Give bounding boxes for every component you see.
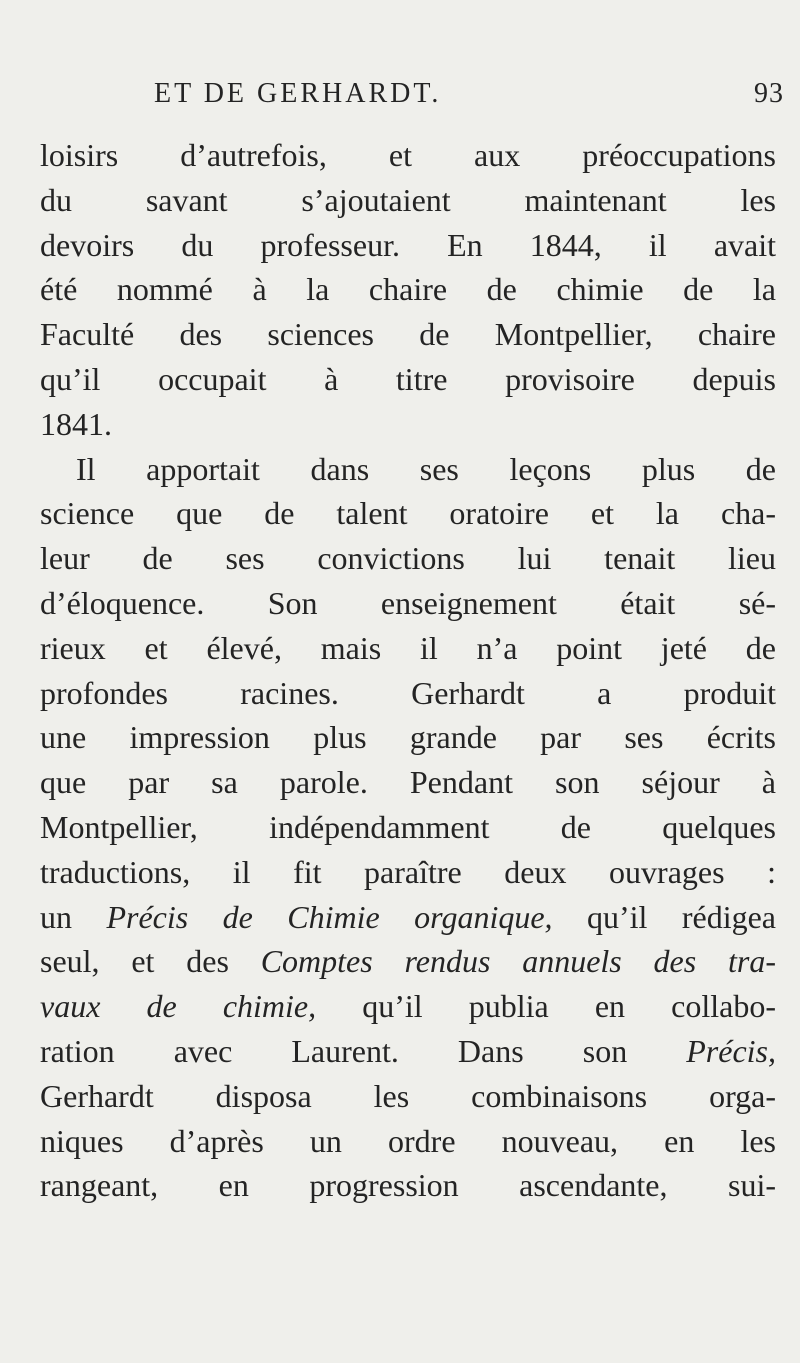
text-line-6: qu’il occupait à titre provisoire depuis xyxy=(40,360,776,397)
text-line-10: leur de ses convictions lui tenait lieu xyxy=(40,540,776,577)
text-line-8: Il apportait dans ses leçons plus de xyxy=(76,450,776,487)
text-line-20 xyxy=(40,984,776,1029)
body-text xyxy=(40,133,776,1208)
text-line-23: niques d’après un ordre nouveau, en les xyxy=(40,1122,776,1159)
text-line-16: Montpellier, indépendamment de quelques xyxy=(40,808,776,845)
text-line-12: rieux et élevé, mais il n’a point jeté de xyxy=(40,629,776,666)
text-line-5: Faculté des sciences de Montpellier, chaire xyxy=(40,316,776,353)
book-title-comptes-rendus: Comptes rendus annuels des tra- xyxy=(260,943,776,980)
text-line-21 xyxy=(40,1029,776,1074)
text-line-14: une impression plus grande par ses écrits xyxy=(40,719,776,756)
text-line-13: profondes racines. Gerhardt a produit xyxy=(40,674,776,711)
text-line-11: d’éloquence. Son enseignement était sé- xyxy=(40,584,776,621)
text-line-20-roman: qu’il publia en collabo- xyxy=(316,988,777,1025)
page-number: 93 xyxy=(754,78,784,109)
text-line-2: du savant s’ajoutaient maintenant les xyxy=(40,181,776,218)
running-title: ET DE GERHARDT. xyxy=(154,78,442,109)
text-line-9: science que de talent oratoire et la cha- xyxy=(40,495,776,532)
text-line-19-roman: seul, et des xyxy=(40,943,261,980)
text-line-18-roman: un xyxy=(40,898,107,935)
text-line-18-roman-end: qu’il rédigea xyxy=(552,898,777,935)
text-line-19 xyxy=(40,939,776,984)
text-line-22: Gerhardt disposa les combinaisons orga- xyxy=(40,1077,776,1114)
text-line-18 xyxy=(40,895,776,940)
text-line-3: devoirs du professeur. En 1844, il avait xyxy=(40,226,776,263)
text-line-24: rangeant, en progression ascendante, sui- xyxy=(40,1167,776,1204)
text-line-4: été nommé à la chaire de chimie de la xyxy=(40,271,776,308)
book-title-comptes-rendus-cont: vaux de chimie, xyxy=(40,988,317,1025)
text-line-17: traductions, il fit paraître deux ouvrages : xyxy=(40,853,776,890)
book-title-precis-ref: Précis, xyxy=(686,1032,776,1069)
text-line-15: que par sa parole. Pendant son séjour à xyxy=(40,764,776,801)
book-title-precis: Précis de Chimie organique, xyxy=(106,898,553,935)
text-line-21-roman: ration avec Laurent. Dans son xyxy=(40,1032,687,1069)
running-head xyxy=(42,78,800,114)
text-line-7: 1841. xyxy=(40,405,112,442)
text-line-1: loisirs d’autrefois, et aux préoccupations xyxy=(40,137,776,173)
